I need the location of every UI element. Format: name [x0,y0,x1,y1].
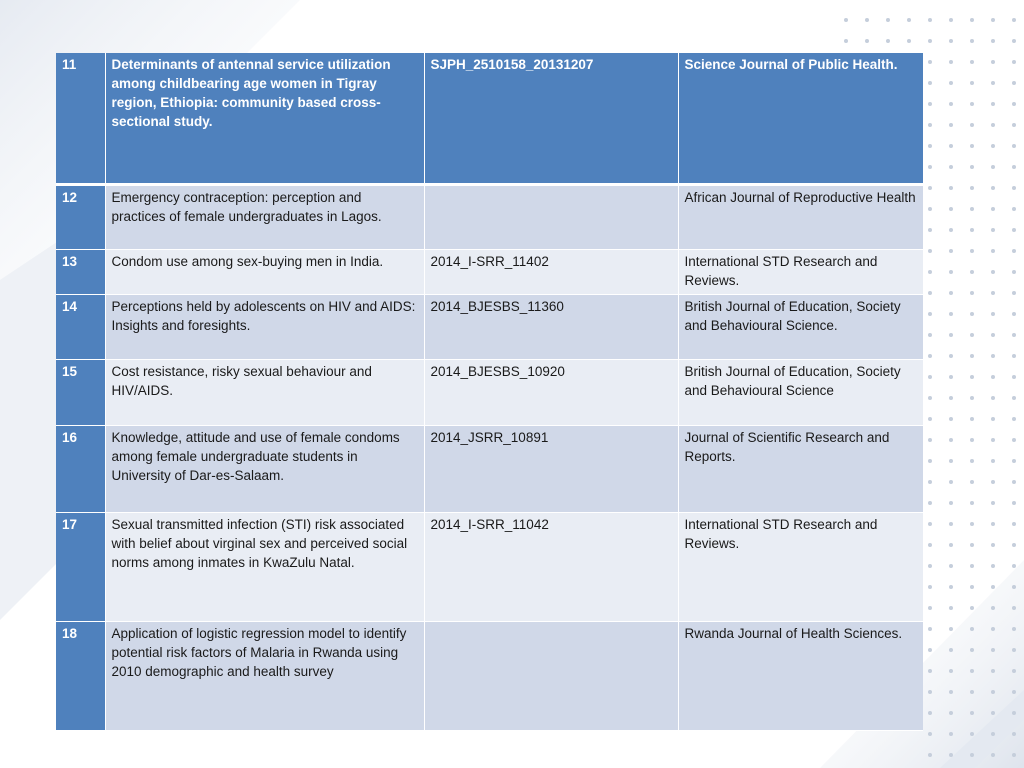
decor-dot [991,543,995,547]
decor-dot [970,522,974,526]
decor-dot [949,648,953,652]
row-number-cell: 11 [56,53,105,184]
decor-dot [991,333,995,337]
decor-dot [991,669,995,673]
table-row [56,621,923,730]
decor-dot [991,102,995,106]
decor-dot [949,144,953,148]
decor-dot [928,648,932,652]
journal-name-cell: African Journal of Reproductive Health [678,184,923,249]
decor-dot [928,375,932,379]
decor-dot [1012,102,1016,106]
decor-dot [928,501,932,505]
article-title-cell: Application of logistic regression model to identify potential risk factors of Malaria in Rwanda using 2010 demographic and health survey [105,621,424,730]
decor-dot [970,81,974,85]
decor-dot [928,354,932,358]
decor-dot [970,186,974,190]
decor-dot [970,270,974,274]
decor-dot [970,249,974,253]
decor-dot [949,627,953,631]
decor-dot [1012,606,1016,610]
decor-dot [949,60,953,64]
decor-dot [949,312,953,316]
decor-dot [928,144,932,148]
decor-dot [949,753,953,757]
decor-dot [949,690,953,694]
decor-dot [928,102,932,106]
decor-dot [1012,648,1016,652]
decor-dot [949,123,953,127]
journal-name-cell: International STD Research and Reviews. [678,512,923,621]
decor-dot [1012,480,1016,484]
decor-dot [1012,375,1016,379]
decor-dot [970,543,974,547]
decor-dot [949,438,953,442]
decor-dot [991,606,995,610]
decor-dot [991,18,995,22]
table-row [56,294,923,359]
decor-dot [844,39,848,43]
row-number-cell: 17 [56,512,105,621]
decor-dot [928,732,932,736]
decor-dot [970,690,974,694]
decor-dot [949,543,953,547]
table-row [56,512,923,621]
decor-dot [970,438,974,442]
decor-dot [928,669,932,673]
decor-dot [949,480,953,484]
decor-dot [1012,585,1016,589]
article-title-cell: Cost resistance, risky sexual behaviour and HIV/AIDS. [105,359,424,425]
decor-dot [949,564,953,568]
decor-dot [949,375,953,379]
decor-dot [949,711,953,715]
decor-dot [970,291,974,295]
decor-dot [928,165,932,169]
decor-dot [928,753,932,757]
decor-dot [1012,753,1016,757]
decor-dot [970,564,974,568]
decor-dot [928,81,932,85]
decor-dot [970,711,974,715]
decor-dot [928,249,932,253]
decor-dot [1012,501,1016,505]
decor-dot [1012,186,1016,190]
decor-dot [991,417,995,421]
decor-dot [1012,207,1016,211]
article-title-cell: Perceptions held by adolescents on HIV and AIDS: Insights and foresights. [105,294,424,359]
decor-dot [1012,123,1016,127]
decor-dot [991,60,995,64]
decor-dot [949,732,953,736]
decor-dot [991,438,995,442]
decor-dot [991,627,995,631]
decor-dot [949,207,953,211]
row-number-cell: 16 [56,425,105,512]
decor-dot [970,60,974,64]
decor-dot [1012,165,1016,169]
article-title-cell: Knowledge, attitude and use of female condoms among female undergraduate students in University of Dar-es-Salaam. [105,425,424,512]
manuscript-code-cell [424,621,678,730]
decor-dot [949,396,953,400]
decor-dot [1012,732,1016,736]
decor-dot [928,312,932,316]
decor-dot [928,438,932,442]
decor-dot [928,585,932,589]
decor-dot [970,312,974,316]
decor-dot [970,144,974,148]
decor-dot [865,39,869,43]
journal-name-cell: Journal of Scientific Research and Reports. [678,425,923,512]
decor-dot [991,81,995,85]
decor-dot [991,207,995,211]
decor-dot [970,480,974,484]
decor-dot [949,585,953,589]
manuscript-code-cell [424,184,678,249]
decor-dot [1012,417,1016,421]
decor-dot [970,375,974,379]
journal-name-cell: British Journal of Education, Society and Behavioural Science [678,359,923,425]
decor-dot [949,18,953,22]
decor-dot [991,732,995,736]
manuscript-code-cell: 2014_I-SRR_11402 [424,249,678,294]
article-title-cell: Sexual transmitted infection (STI) risk associated with belief about virginal sex and perceived social norms among inmates in KwaZulu Natal. [105,512,424,621]
decor-dot [928,207,932,211]
decor-dot [991,123,995,127]
decor-dot [928,627,932,631]
decor-dot [970,207,974,211]
article-title-cell: Determinants of antennal service utilization among childbearing age women in Tigray region, Ethiopia: community based cross-sectional study. [105,53,424,184]
journal-name-cell: British Journal of Education, Society and Behavioural Science. [678,294,923,359]
row-number-cell: 12 [56,184,105,249]
decor-dot [991,480,995,484]
manuscript-code-cell: 2014_BJESBS_11360 [424,294,678,359]
decor-dot [970,753,974,757]
decor-dot [970,123,974,127]
decor-dot [970,228,974,232]
decor-dot [949,522,953,526]
decor-dot [991,396,995,400]
decor-dot [970,669,974,673]
manuscript-code-cell: 2014_BJESBS_10920 [424,359,678,425]
article-title-cell: Emergency contraception: perception and practices of female undergraduates in Lagos. [105,184,424,249]
decor-dot [1012,354,1016,358]
decor-dot [865,18,869,22]
decor-dot [1012,690,1016,694]
decor-dot [970,732,974,736]
decor-dot [949,291,953,295]
decor-dot [1012,291,1016,295]
decor-dot [970,501,974,505]
decor-dot [928,60,932,64]
decor-dot [970,459,974,463]
decor-dot [928,270,932,274]
decor-dot [928,606,932,610]
decor-dot [991,375,995,379]
decor-dot [991,165,995,169]
decor-dot [1012,228,1016,232]
decor-dot [928,711,932,715]
decor-dot [949,39,953,43]
decor-dot [907,39,911,43]
table-row [56,249,923,294]
decor-dot [949,249,953,253]
decor-dot [1012,564,1016,568]
decor-dot [949,501,953,505]
decor-dot [928,480,932,484]
decor-dot [928,186,932,190]
decor-dot [970,627,974,631]
decor-dot [991,354,995,358]
decor-dot [949,270,953,274]
decor-dot [949,102,953,106]
decor-dot [1012,60,1016,64]
decor-dot [1012,249,1016,253]
decor-dot [970,39,974,43]
decor-dot [991,459,995,463]
journal-name-cell: International STD Research and Reviews. [678,249,923,294]
decor-dot [991,522,995,526]
decor-dot [1012,333,1016,337]
decor-dot [949,417,953,421]
decor-dot [970,396,974,400]
decor-dot [1012,39,1016,43]
decor-dot [991,249,995,253]
row-number-cell: 13 [56,249,105,294]
row-number-cell: 14 [56,294,105,359]
decor-dot [970,585,974,589]
decor-dot [928,459,932,463]
decor-dot [1012,270,1016,274]
decor-dot [928,564,932,568]
decor-dot [844,18,848,22]
decor-dot [928,417,932,421]
decor-dot [928,228,932,232]
decor-dot [949,459,953,463]
decor-dot [1012,711,1016,715]
decor-dot [949,228,953,232]
decor-dot [991,648,995,652]
decor-dot [991,39,995,43]
decor-dot [886,18,890,22]
decor-dot [1012,312,1016,316]
journal-name-cell: Rwanda Journal of Health Sciences. [678,621,923,730]
manuscript-code-cell: SJPH_2510158_20131207 [424,53,678,184]
decor-dot [1012,18,1016,22]
decor-dot [1012,81,1016,85]
decor-dot [928,123,932,127]
row-number-cell: 18 [56,621,105,730]
decor-dot [928,522,932,526]
decor-dot [928,39,932,43]
table-row [56,359,923,425]
decor-dot [970,417,974,421]
decor-dot [928,333,932,337]
decor-dot [949,606,953,610]
publications-table [56,53,923,731]
decor-dot [949,669,953,673]
decor-dot [970,102,974,106]
decor-dot [1012,459,1016,463]
decor-dot [991,690,995,694]
decor-dot [970,165,974,169]
decor-dot [991,291,995,295]
decor-dot [970,333,974,337]
decor-dot [1012,396,1016,400]
decor-dot [1012,627,1016,631]
table-row [56,425,923,512]
decor-dot [928,543,932,547]
decor-dot [928,690,932,694]
decor-dot [1012,543,1016,547]
decor-dot [949,81,953,85]
row-number-cell: 15 [56,359,105,425]
article-title-cell: Condom use among sex-buying men in India. [105,249,424,294]
decor-shape-left [0,240,60,620]
decor-dot [991,270,995,274]
decor-dot [928,291,932,295]
decor-dot [1012,669,1016,673]
decor-dot [991,186,995,190]
decor-dot [991,711,995,715]
manuscript-code-cell: 2014_I-SRR_11042 [424,512,678,621]
decor-dot [970,606,974,610]
decor-dot [970,18,974,22]
decor-dot [991,564,995,568]
decor-dot [991,585,995,589]
decor-dot [886,39,890,43]
decor-dot [1012,522,1016,526]
decor-dot [928,396,932,400]
decor-dot [1012,144,1016,148]
decor-dot [970,648,974,652]
decor-dot [991,312,995,316]
decor-dot [1012,438,1016,442]
table-row [56,53,923,184]
decor-dot [907,18,911,22]
decor-dot [949,354,953,358]
journal-name-cell: Science Journal of Public Health. [678,53,923,184]
decor-dot [970,354,974,358]
decor-dot [928,18,932,22]
decor-dot [991,144,995,148]
decor-dot [991,228,995,232]
decor-dot [991,753,995,757]
decor-dot [949,333,953,337]
table-row [56,184,923,249]
decor-dot [949,165,953,169]
decor-dot [949,186,953,190]
decor-dot [991,501,995,505]
manuscript-code-cell: 2014_JSRR_10891 [424,425,678,512]
